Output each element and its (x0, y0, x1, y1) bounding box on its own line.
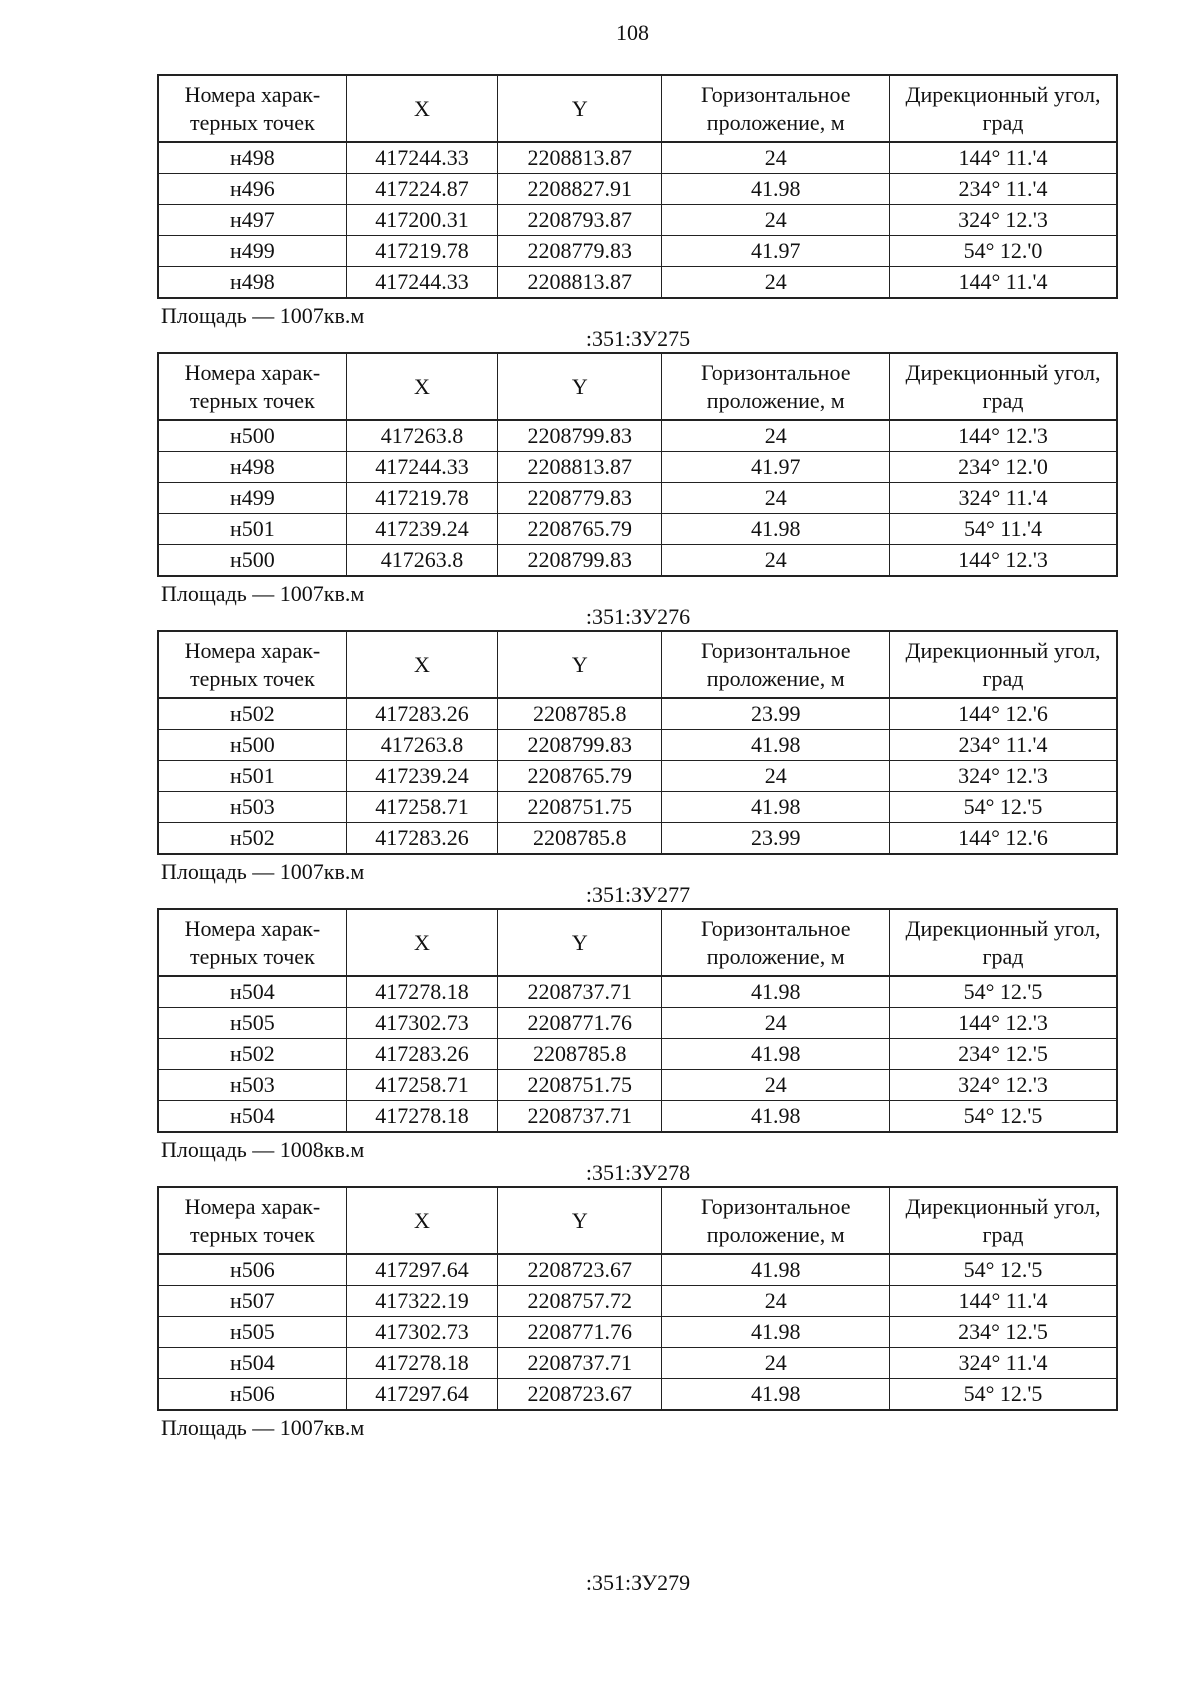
coordinates-table (157, 908, 1118, 1133)
cell-angle: 324° 12.'3 (889, 205, 1117, 236)
header-distance: Горизонтальное проложение, м (662, 909, 890, 976)
cell-point: н506 (158, 1254, 346, 1286)
cell-point: н501 (158, 761, 346, 792)
cell-x: 417263.8 (346, 420, 497, 452)
cell-x: 417302.73 (346, 1317, 497, 1348)
cell-point: н503 (158, 1070, 346, 1101)
header-x: X (346, 75, 497, 142)
cell-y: 2208723.67 (498, 1254, 662, 1286)
cell-angle: 324° 12.'3 (889, 761, 1117, 792)
cell-angle: 234° 12.'0 (889, 452, 1117, 483)
cell-x: 417244.33 (346, 142, 497, 174)
table-row (158, 514, 1117, 545)
cell-x: 417239.24 (346, 761, 497, 792)
cell-angle: 324° 11.'4 (889, 483, 1117, 514)
cell-point: н498 (158, 142, 346, 174)
cell-y: 2208785.8 (498, 823, 662, 855)
cell-point: н506 (158, 1379, 346, 1411)
table-row (158, 452, 1117, 483)
header-y: Y (498, 353, 662, 420)
cell-distance: 24 (662, 267, 890, 299)
cell-distance: 24 (662, 142, 890, 174)
header-x: X (346, 1187, 497, 1254)
cell-distance: 41.98 (662, 730, 890, 761)
cell-distance: 41.98 (662, 1039, 890, 1070)
cell-point: н501 (158, 514, 346, 545)
cell-point: н502 (158, 823, 346, 855)
cell-point: н496 (158, 174, 346, 205)
cell-angle: 54° 12.'5 (889, 792, 1117, 823)
cell-angle: 144° 12.'6 (889, 698, 1117, 730)
cell-x: 417283.26 (346, 1039, 497, 1070)
cell-y: 2208779.83 (498, 236, 662, 267)
cell-y: 2208751.75 (498, 792, 662, 823)
cell-distance: 23.99 (662, 823, 890, 855)
table-row (158, 1317, 1117, 1348)
coordinates-table (157, 74, 1118, 299)
cell-point: н499 (158, 236, 346, 267)
cell-y: 2208751.75 (498, 1070, 662, 1101)
cell-angle: 234° 12.'5 (889, 1039, 1117, 1070)
cell-distance: 41.98 (662, 792, 890, 823)
cell-x: 417200.31 (346, 205, 497, 236)
header-angle: Дирекционный угол, град (889, 909, 1117, 976)
plot-section (157, 1160, 1119, 1441)
cell-y: 2208813.87 (498, 452, 662, 483)
cell-x: 417278.18 (346, 976, 497, 1008)
cell-distance: 23.99 (662, 698, 890, 730)
cell-y: 2208757.72 (498, 1286, 662, 1317)
cell-y: 2208771.76 (498, 1008, 662, 1039)
header-distance: Горизонтальное проложение, м (662, 353, 890, 420)
table-row (158, 698, 1117, 730)
header-distance: Горизонтальное проложение, м (662, 1187, 890, 1254)
table-row (158, 730, 1117, 761)
cell-angle: 324° 12.'3 (889, 1070, 1117, 1101)
cell-point: н505 (158, 1008, 346, 1039)
header-points: Номера харак-терных точек (158, 631, 346, 698)
table-header-row (158, 631, 1117, 698)
cell-point: н505 (158, 1317, 346, 1348)
cell-y: 2208785.8 (498, 1039, 662, 1070)
cell-angle: 54° 12.'0 (889, 236, 1117, 267)
table-row (158, 545, 1117, 577)
cell-x: 417244.33 (346, 452, 497, 483)
plot-section (157, 604, 1119, 885)
cell-angle: 234° 11.'4 (889, 730, 1117, 761)
cell-y: 2208737.71 (498, 976, 662, 1008)
cell-angle: 144° 11.'4 (889, 142, 1117, 174)
cell-angle: 144° 12.'6 (889, 823, 1117, 855)
cell-distance: 24 (662, 545, 890, 577)
header-x: X (346, 909, 497, 976)
header-y: Y (498, 75, 662, 142)
table-row (158, 792, 1117, 823)
cell-angle: 54° 12.'5 (889, 1101, 1117, 1133)
cell-angle: 54° 12.'5 (889, 1379, 1117, 1411)
cell-distance: 24 (662, 205, 890, 236)
cell-point: н498 (158, 452, 346, 483)
header-y: Y (498, 909, 662, 976)
cell-angle: 54° 12.'5 (889, 976, 1117, 1008)
area-label: Площадь — 1007кв.м (161, 581, 365, 606)
cell-y: 2208813.87 (498, 267, 662, 299)
cell-distance: 24 (662, 483, 890, 514)
table-row (158, 823, 1117, 855)
cell-y: 2208813.87 (498, 142, 662, 174)
header-distance: Горизонтальное проложение, м (662, 631, 890, 698)
header-points: Номера харак-терных точек (158, 909, 346, 976)
cell-x: 417258.71 (346, 792, 497, 823)
table-row (158, 1070, 1117, 1101)
table-row (158, 1254, 1117, 1286)
table-row (158, 1008, 1117, 1039)
coordinates-table (157, 630, 1118, 855)
cell-x: 417263.8 (346, 730, 497, 761)
table-header-row (158, 1187, 1117, 1254)
header-points: Номера харак-терных точек (158, 1187, 346, 1254)
table-row (158, 1348, 1117, 1379)
cell-x: 417258.71 (346, 1070, 497, 1101)
table-row (158, 420, 1117, 452)
table-row (158, 1101, 1117, 1133)
plot-section (157, 74, 1119, 329)
cell-x: 417297.64 (346, 1254, 497, 1286)
header-angle: Дирекционный угол, град (889, 353, 1117, 420)
area-label: Площадь — 1007кв.м (161, 1415, 365, 1440)
cell-y: 2208799.83 (498, 730, 662, 761)
table-row (158, 976, 1117, 1008)
cell-x: 417219.78 (346, 236, 497, 267)
area-label: Площадь — 1007кв.м (161, 303, 365, 328)
plot-title: :351:ЗУ278 (585, 1160, 691, 1185)
cell-x: 417224.87 (346, 174, 497, 205)
cell-y: 2208771.76 (498, 1317, 662, 1348)
cell-y: 2208793.87 (498, 205, 662, 236)
cell-point: н502 (158, 698, 346, 730)
header-points: Номера харак-терных точек (158, 353, 346, 420)
cell-x: 417278.18 (346, 1101, 497, 1133)
cell-point: н502 (158, 1039, 346, 1070)
cell-x: 417302.73 (346, 1008, 497, 1039)
cell-distance: 41.98 (662, 1101, 890, 1133)
cell-y: 2208799.83 (498, 545, 662, 577)
table-row (158, 1379, 1117, 1411)
cell-x: 417283.26 (346, 823, 497, 855)
header-y: Y (498, 1187, 662, 1254)
cell-angle: 144° 12.'3 (889, 545, 1117, 577)
cell-point: н498 (158, 267, 346, 299)
cell-point: н500 (158, 545, 346, 577)
cell-distance: 41.97 (662, 452, 890, 483)
coordinates-table (157, 352, 1118, 577)
cell-angle: 144° 12.'3 (889, 1008, 1117, 1039)
cell-distance: 41.97 (662, 236, 890, 267)
cell-x: 417278.18 (346, 1348, 497, 1379)
cell-y: 2208765.79 (498, 514, 662, 545)
header-x: X (346, 631, 497, 698)
plot-title: :351:ЗУ276 (585, 604, 691, 629)
plot-title: :351:ЗУ277 (585, 882, 691, 907)
plot-section (157, 326, 1119, 607)
cell-angle: 54° 11.'4 (889, 514, 1117, 545)
plot-section (157, 882, 1119, 1163)
table-row (158, 236, 1117, 267)
table-row (158, 1039, 1117, 1070)
cell-y: 2208723.67 (498, 1379, 662, 1411)
table-header-row (158, 353, 1117, 420)
cell-point: н504 (158, 1101, 346, 1133)
table-row (158, 483, 1117, 514)
table-row (158, 174, 1117, 205)
table-row (158, 761, 1117, 792)
cell-x: 417297.64 (346, 1379, 497, 1411)
plot-title-next: :351:ЗУ279 (585, 1570, 691, 1595)
header-distance: Горизонтальное проложение, м (662, 75, 890, 142)
cell-distance: 24 (662, 1008, 890, 1039)
cell-y: 2208737.71 (498, 1348, 662, 1379)
cell-distance: 24 (662, 420, 890, 452)
cell-distance: 24 (662, 1070, 890, 1101)
cell-y: 2208799.83 (498, 420, 662, 452)
cell-y: 2208827.91 (498, 174, 662, 205)
header-x: X (346, 353, 497, 420)
header-angle: Дирекционный угол, град (889, 1187, 1117, 1254)
cell-x: 417263.8 (346, 545, 497, 577)
cell-distance: 41.98 (662, 976, 890, 1008)
cell-angle: 54° 12.'5 (889, 1254, 1117, 1286)
cell-distance: 41.98 (662, 1254, 890, 1286)
table-header-row (158, 75, 1117, 142)
cell-x: 417244.33 (346, 267, 497, 299)
cell-angle: 234° 12.'5 (889, 1317, 1117, 1348)
header-angle: Дирекционный угол, град (889, 631, 1117, 698)
cell-distance: 41.98 (662, 1379, 890, 1411)
cell-point: н503 (158, 792, 346, 823)
cell-angle: 144° 12.'3 (889, 420, 1117, 452)
header-angle: Дирекционный угол, град (889, 75, 1117, 142)
cell-angle: 144° 11.'4 (889, 267, 1117, 299)
cell-angle: 324° 11.'4 (889, 1348, 1117, 1379)
table-row (158, 1286, 1117, 1317)
cell-point: н507 (158, 1286, 346, 1317)
plot-title: :351:ЗУ275 (585, 326, 691, 351)
cell-y: 2208765.79 (498, 761, 662, 792)
table-row (158, 205, 1117, 236)
table-row (158, 142, 1117, 174)
cell-angle: 144° 11.'4 (889, 1286, 1117, 1317)
cell-distance: 41.98 (662, 174, 890, 205)
cell-x: 417283.26 (346, 698, 497, 730)
cell-distance: 41.98 (662, 1317, 890, 1348)
cell-point: н500 (158, 420, 346, 452)
table-row (158, 267, 1117, 299)
page-number: 108 (616, 20, 649, 45)
cell-angle: 234° 11.'4 (889, 174, 1117, 205)
cell-distance: 24 (662, 1286, 890, 1317)
cell-distance: 41.98 (662, 514, 890, 545)
header-y: Y (498, 631, 662, 698)
cell-y: 2208737.71 (498, 1101, 662, 1133)
area-label: Площадь — 1007кв.м (161, 859, 365, 884)
cell-x: 417322.19 (346, 1286, 497, 1317)
cell-point: н499 (158, 483, 346, 514)
cell-distance: 24 (662, 1348, 890, 1379)
cell-point: н497 (158, 205, 346, 236)
cell-y: 2208785.8 (498, 698, 662, 730)
table-header-row (158, 909, 1117, 976)
cell-x: 417239.24 (346, 514, 497, 545)
area-label: Площадь — 1008кв.м (161, 1137, 365, 1162)
cell-point: н504 (158, 976, 346, 1008)
coordinates-table (157, 1186, 1118, 1411)
cell-x: 417219.78 (346, 483, 497, 514)
cell-point: н504 (158, 1348, 346, 1379)
cell-y: 2208779.83 (498, 483, 662, 514)
cell-point: н500 (158, 730, 346, 761)
cell-distance: 24 (662, 761, 890, 792)
header-points: Номера харак-терных точек (158, 75, 346, 142)
